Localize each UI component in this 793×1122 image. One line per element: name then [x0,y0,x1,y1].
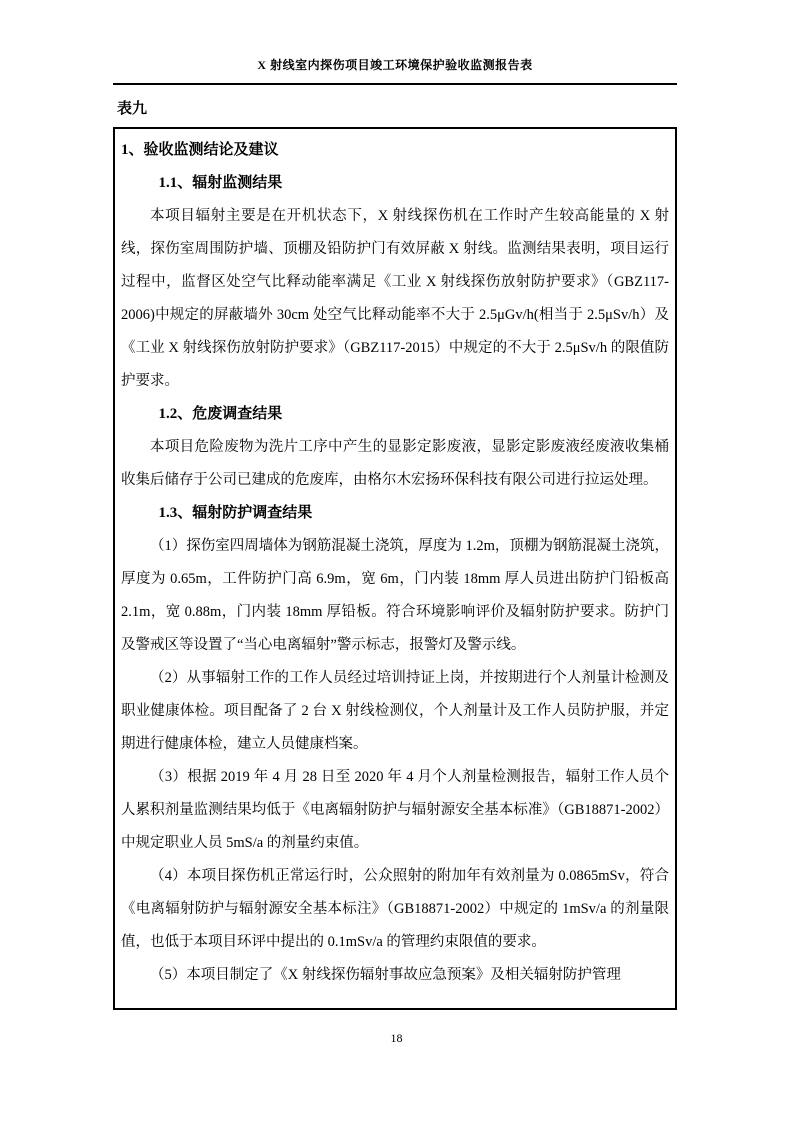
subsection-heading-radiation-monitoring: 1.1、辐射监测结果 [158,175,283,191]
section-title: 1、验收监测结论及建议 [121,142,279,158]
paragraph-protection-item-2: （2）从事辐射工作的工作人员经过培训持证上岗，并按期进行个人剂量计检测及职业健康体检。项目配备了 2 台 X 射线检测仪，个人剂量计及工作人员防护服，并定期进行健康体检，建立人员健康档案。 [121,670,669,752]
paragraph-protection-item-4: （4）本项目探伤机正常运行时，公众照射的附加年有效剂量为 0.0865mSv，符合《电离辐射防护与辐射源安全基本标注》（GB18871-2002）中规定的 1mSv/a 的剂量限值，也低于本项目环评中提出的 0.1mSv/a 的管理约束限值的要求。 [121,868,669,950]
table-label: 表九 [117,101,148,117]
header-divider [113,83,677,85]
paragraph-radiation-monitoring: 本项目辐射主要是在开机状态下，X 射线探伤机在工作时产生较高能量的 X 射线，探伤室周围防护墙、顶棚及铅防护门有效屏蔽 X 射线。监测结果表明，项目运行过程中，监督区处空气比释动能率满足《工业 X 射线探伤放射防护要求》（GBZ117-2006)中规定的屏蔽墙外 30cm 处空气比释动能率不大于 2.5μGv/h(相当于 2.5μSv/h）及《工业 X 射线探伤放射防护要求》（GBZ117-2015）中规定的不大于 2.5μSv/h 的限值防护要求。 [121,208,669,389]
paragraph-protection-item-1: （1）探伤室四周墙体为钢筋混凝土浇筑，厚度为 1.2m，顶棚为钢筋混凝土浇筑，厚度为 0.65m，工件防护门高 6.9m，宽 6m，门内装 18mm 厚人员进出防护门铅板高 2.1m，宽 0.88m，门内装 18mm 厚铅板。符合环境影响评价及辐射防护要求。防护门及警戒区等设置了“当心电离辐射”警示标志，报警灯及警示线。 [121,538,669,653]
paragraph-protection-item-3: （3）根据 2019 年 4 月 28 日至 2020 年 4 月个人剂量检测报告，辐射工作人员个人累积剂量监测结果均低于《电离辐射防护与辐射源安全基本标准》（GB18871-2002）中规定职业人员 5mS/a 的剂量约束值。 [121,769,669,851]
subsection-heading-radiation-protection: 1.3、辐射防护调查结果 [158,505,313,521]
page-number: 18 [390,1031,403,1045]
report-table [113,127,677,1010]
subsection-heading-hazardous-waste: 1.2、危废调查结果 [158,406,283,422]
header-title: X 射线室内探伤项目竣工环境保护验收监测报告表 [257,58,533,72]
paragraph-protection-item-5: （5）本项目制定了《X 射线探伤辐射事故应急预案》及相关辐射防护管理 [150,967,621,983]
paragraph-hazardous-waste: 本项目危险废物为洗片工序中产生的显影定影废液，显影定影废液经废液收集桶收集后储存于公司已建成的危废库，由格尔木宏扬环保科技有限公司进行拉运处理。 [121,439,669,488]
